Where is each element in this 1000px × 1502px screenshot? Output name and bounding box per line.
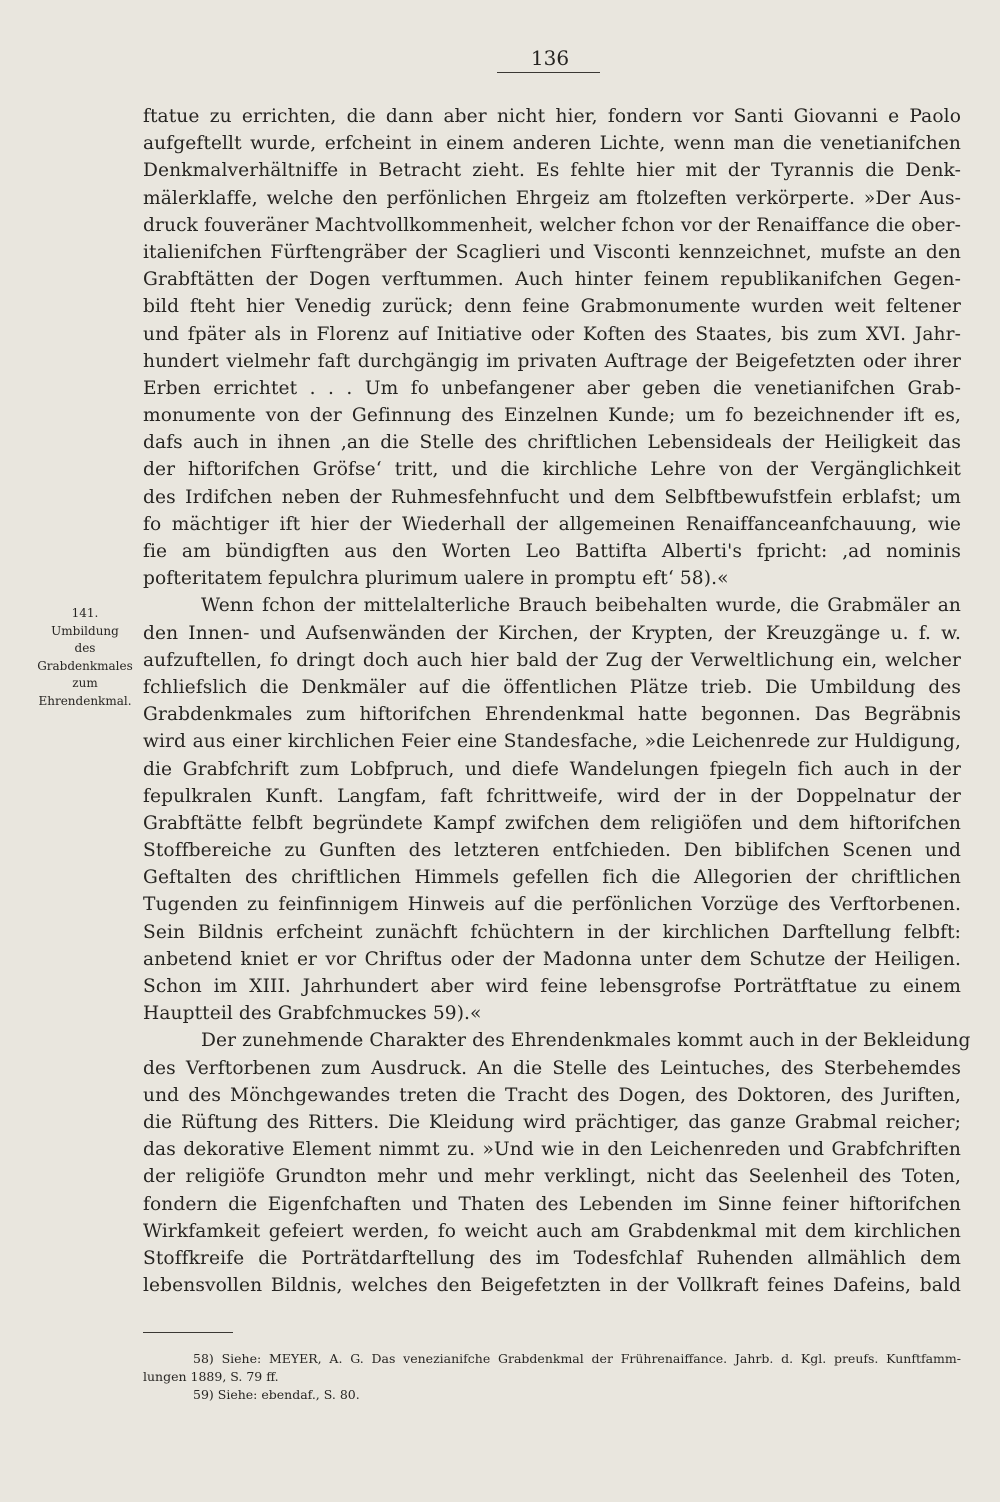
text-line: fondern die Eigenfchaften und Thaten des Lebenden im Sinne feiner hiftorifchen: [143, 1193, 961, 1215]
text-line: Grabdenkmales zum hiftorifchen Ehrendenkmal hatte begonnen. Das Begräbnis: [143, 704, 961, 726]
text-line: anbetend kniet er vor Chriftus oder der Madonna unter dem Schutze der Heiligen.: [143, 948, 961, 970]
text-line: bild fteht hier Venedig zurück; denn feine Grabmonumente wurden weit feltener: [143, 296, 961, 318]
text-line: druck fouveräner Machtvollkommenheit, welcher fchon vor der Renaiffance die ober-: [143, 214, 961, 236]
text-line: den Innen- und Aufsenwänden der Kirchen, der Krypten, der Kreuzgänge u. f. w.: [143, 622, 961, 644]
text-line: Stoffbereiche zu Gunften des letzteren entfchieden. Den biblifchen Scenen und: [143, 840, 961, 862]
footnote-rule: [143, 1332, 233, 1333]
page-number-rule: [497, 72, 600, 73]
footnote-line: 58) Siehe: MEYER, A. G. Das venezianifche Grabdenkmal der Frührenaiffance. Jahrb. d. Kgl. preufs. Kunftfamm-: [193, 1351, 961, 1366]
text-line: mälerklaffe, welche den perfönlichen Ehrgeiz am ftolzeften verkörperte. »Der Aus-: [143, 187, 961, 209]
text-line: des Verftorbenen zum Ausdruck. An die Stelle des Leintuches, des Sterbehemdes: [143, 1057, 961, 1079]
text-line: Stoffkreife die Porträtdarftellung des im Todesfchlaf Ruhenden allmählich dem: [143, 1247, 961, 1269]
text-line: und fpäter als in Florenz auf Initiative oder Koften des Staates, bis zum XVI. Jahr-: [143, 323, 961, 345]
text-line: wird aus einer kirchlichen Feier eine Standesfache, »die Leichenrede zur Huldigung,: [143, 731, 961, 753]
text-line: Wenn fchon der mittelalterliche Brauch beibehalten wurde, die Grabmäler an: [201, 595, 961, 617]
text-line: fo mächtiger ift hier der Wiederhall der allgemeinen Renaiffanceanfchauung, wie: [143, 513, 961, 535]
marginal-note-line: zum: [72, 676, 98, 690]
marginal-note-line: des: [74, 641, 96, 655]
text-line: Denkmalverhältniffe in Betracht zieht. Es fehlte hier mit der Tyrannis die Denk-: [143, 160, 961, 182]
text-line: die Rüftung des Ritters. Die Kleidung wird prächtiger, das ganze Grabmal reicher;: [143, 1111, 961, 1133]
text-line: lebensvollen Bildnis, welches den Beigefetzten in der Vollkraft feines Dafeins, bald: [143, 1275, 961, 1297]
text-line: pofteritatem fepulchra plurimum ualere in promptu eft‘ 58).«: [143, 568, 729, 590]
marginal-note-line: 141.: [71, 606, 99, 620]
footnote-line: 59) Siehe: ebendaf., S. 80.: [193, 1387, 360, 1402]
text-line: aufgeftellt wurde, erfcheint in einem anderen Lichte, wenn man die venetianifchen: [143, 133, 961, 155]
page-number: 136: [530, 46, 570, 70]
marginal-note-line: Umbildung: [51, 623, 119, 638]
text-line: Wirkfamkeit gefeiert werden, fo weicht auch am Grabdenkmal mit dem kirchlichen: [143, 1220, 961, 1242]
text-line: der hiftorifchen Gröfse‘ tritt, und die kirchliche Lehre von der Vergänglichkeit: [143, 459, 961, 481]
marginal-note: [30, 605, 140, 710]
text-line: Erben errichtet . . . Um fo unbefangener aber geben die venetianifchen Grab-: [143, 377, 961, 399]
text-line: hundert vielmehr faft durchgängig im privaten Auftrage der Beigefetzten oder ihrer: [143, 350, 961, 372]
text-line: aufzuftellen, fo dringt doch auch hier bald der Zug der Verweltlichung ein, welcher: [143, 649, 961, 671]
text-line: ftatue zu errichten, die dann aber nicht hier, fondern vor Santi Giovanni e Paolo: [143, 106, 961, 127]
text-line: Sein Bildnis erfcheint zunächft fchüchtern in der kirchlichen Darftellung felbft:: [143, 921, 961, 943]
text-line: Grabftätten der Dogen verftummen. Auch hinter feinem republikanifchen Gegen-: [143, 269, 961, 291]
text-line: italienifchen Fürftengräber der Scaglieri und Visconti kennzeichnet, mufste an den: [143, 241, 961, 263]
text-line: die Grabfchrift zum Lobfpruch, und diefe Wandelungen fpiegeln fich auch in der: [143, 758, 961, 780]
text-line: monumente von der Gefinnung des Einzelnen Kunde; um fo bezeichnender ift es,: [143, 405, 961, 427]
footnote-line: lungen 1889, S. 79 ff.: [143, 1369, 279, 1384]
text-line: Grabftätte felbft begründete Kampf zwifchen dem religiöfen und dem hiftorifchen: [143, 812, 961, 834]
text-line: Hauptteil des Grabfchmuckes 59).«: [143, 1003, 482, 1025]
text-line: fepulkralen Kunft. Langfam, faft fchrittweife, wird der in der Doppelnatur der: [143, 785, 961, 807]
text-line: fie am bündigften aus den Worten Leo Battifta Alberti's fpricht: ‚ad nominis: [143, 541, 961, 562]
text-line: Geftalten des chriftlichen Himmels gefellen fich die Allegorien der chriftlichen: [143, 867, 961, 889]
text-line: Schon im XIII. Jahrhundert aber wird feine lebensgrofse Porträtftatue zu einem: [143, 976, 961, 997]
marginal-note-line: Ehrendenkmal.: [38, 693, 132, 708]
body-text: [143, 103, 971, 1299]
text-line: Tugenden zu feinfinnigem Hinweis auf die perfönlichen Vorzüge des Verftorbenen.: [143, 894, 961, 916]
text-line: Der zunehmende Charakter des Ehrendenkmales kommt auch in der Bekleidung: [201, 1030, 971, 1052]
text-line: und des Mönchgewandes treten die Tracht des Dogen, des Doktoren, des Juriften,: [143, 1084, 961, 1106]
text-line: des Irdifchen neben der Ruhmesfehnfucht und dem Selbftbewufstfein erblafst; um: [143, 486, 961, 508]
text-line: das dekorative Element nimmt zu. »Und wie in den Leichenreden und Grabfchriften: [143, 1139, 961, 1161]
text-line: fchliefslich die Denkmäler auf die öffentlichen Plätze trieb. Die Umbildung des: [143, 676, 961, 698]
marginal-note-line: Grabdenkmales: [37, 658, 133, 673]
footnotes: [143, 1350, 961, 1404]
text-line: der religiöfe Grundton mehr und mehr verklingt, nicht das Seelenheil des Toten,: [143, 1166, 961, 1188]
text-line: dafs auch in ihnen ‚an die Stelle des chriftlichen Lebensideals der Heiligkeit das: [143, 432, 961, 454]
